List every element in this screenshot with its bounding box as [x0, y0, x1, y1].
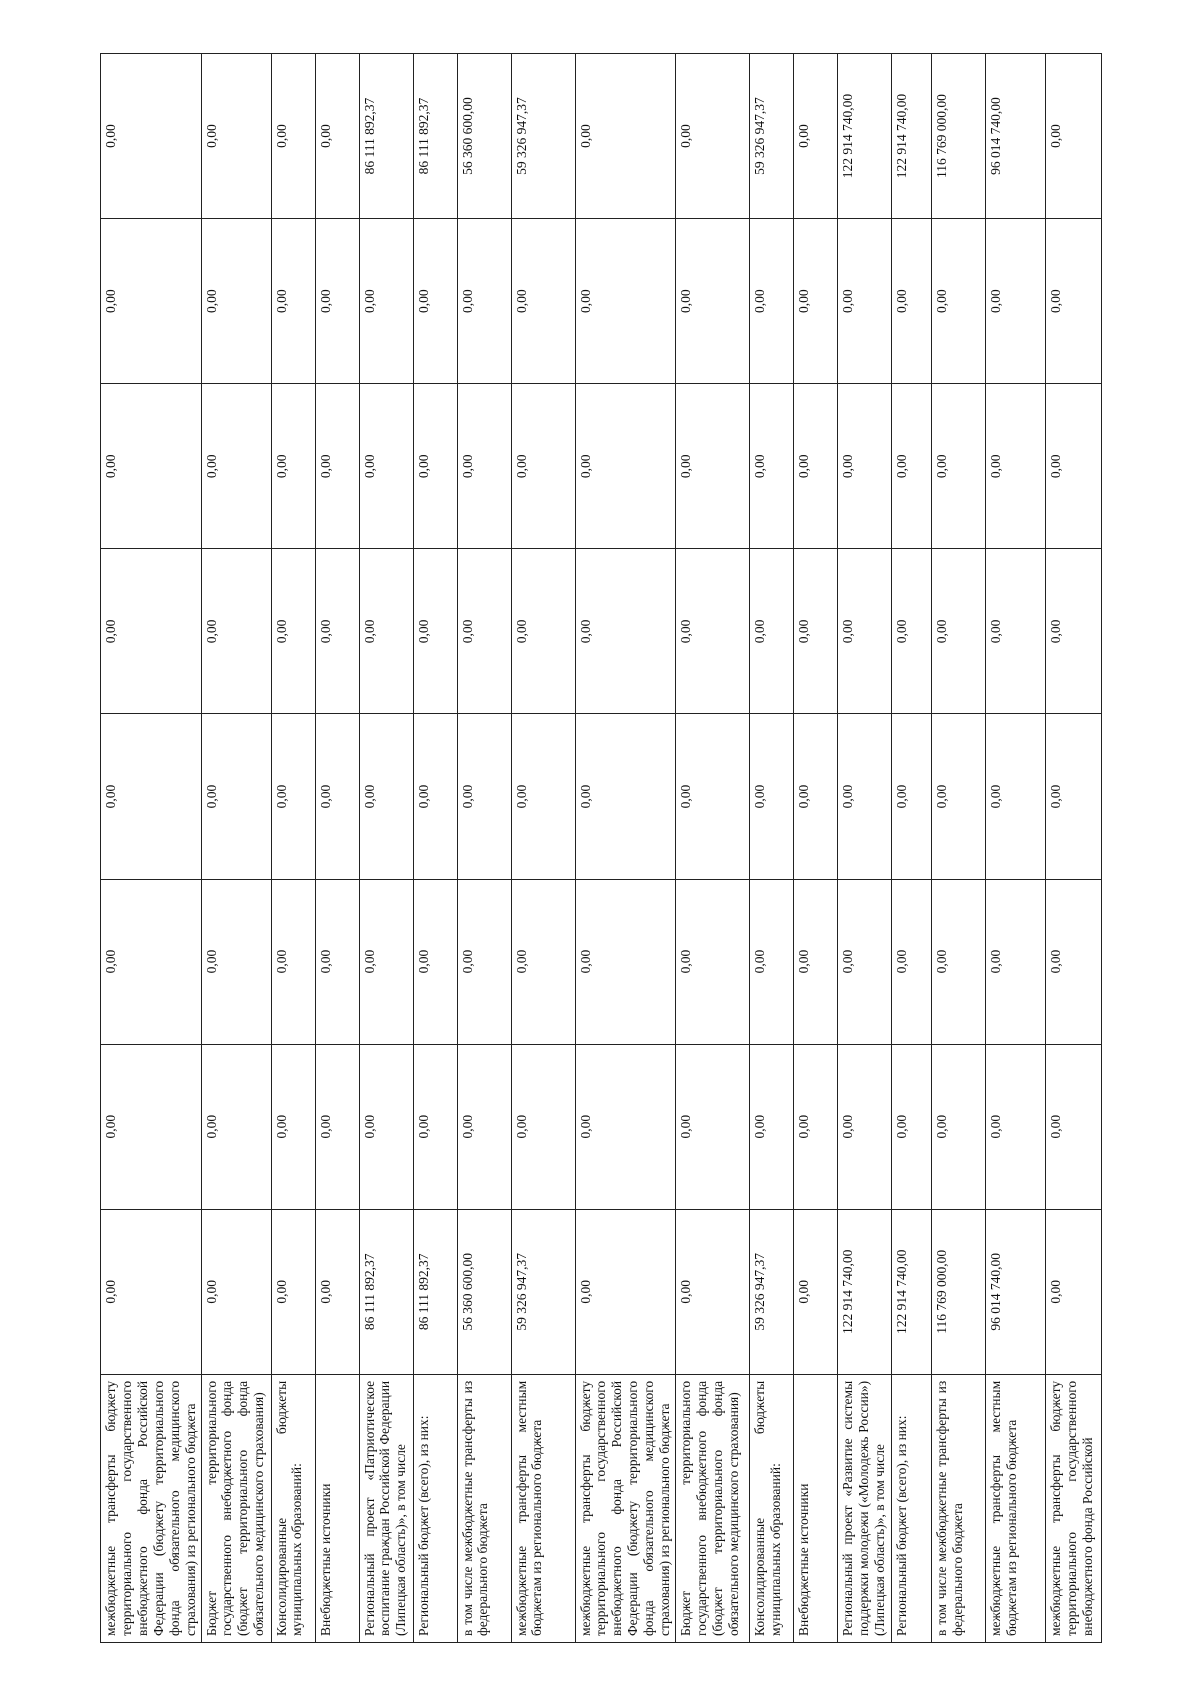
value-cell: 0,00: [315, 1209, 359, 1374]
value-cell: 86 111 892,37: [359, 1209, 413, 1374]
value-cell: 59 326 947,37: [750, 1209, 794, 1374]
value-cell: 0,00: [315, 1044, 359, 1209]
value-cell: 0,00: [575, 879, 676, 1044]
table-row: [101, 54, 202, 1643]
value-cell: 0,00: [676, 714, 750, 879]
value-cell: 0,00: [101, 879, 202, 1044]
row-label: межбюджетные трансферты местным бюджетам из регионального бюджета: [511, 1374, 575, 1642]
value-cell: 0,00: [413, 879, 457, 1044]
value-cell: 0,00: [315, 219, 359, 384]
value-cell: 122 914 740,00: [892, 54, 932, 219]
value-cell: 0,00: [575, 384, 676, 549]
table-row: [838, 54, 892, 1643]
value-cell: 0,00: [315, 54, 359, 219]
value-cell: 0,00: [271, 549, 315, 714]
value-cell: 0,00: [838, 549, 892, 714]
row-label: Региональный бюджет (всего), из них:: [892, 1374, 932, 1642]
value-cell: 0,00: [575, 1044, 676, 1209]
value-cell: 0,00: [271, 1209, 315, 1374]
row-label: Региональный проект «Патриотическое воспитание граждан Российской Федерации (Липецкая область)», в том числе: [359, 1374, 413, 1642]
value-cell: 0,00: [986, 549, 1046, 714]
value-cell: 0,00: [575, 219, 676, 384]
value-cell: 0,00: [892, 1044, 932, 1209]
value-cell: 0,00: [359, 1044, 413, 1209]
value-cell: 0,00: [201, 549, 271, 714]
value-cell: 0,00: [986, 879, 1046, 1044]
value-cell: 96 014 740,00: [986, 54, 1046, 219]
value-cell: 0,00: [201, 1044, 271, 1209]
value-cell: 0,00: [750, 714, 794, 879]
value-cell: 0,00: [457, 384, 511, 549]
row-label: межбюджетные трансферты бюджету территориального государственного внебюджетного фонда Российской Федерации (бюджету территориального фонда обязательного медицинского страхования) из регионального бюджета: [575, 1374, 676, 1642]
value-cell: 0,00: [201, 879, 271, 1044]
value-cell: 0,00: [359, 549, 413, 714]
value-cell: 0,00: [271, 384, 315, 549]
value-cell: 116 769 000,00: [932, 54, 986, 219]
value-cell: 0,00: [794, 384, 838, 549]
value-cell: 0,00: [1046, 1044, 1102, 1209]
value-cell: 0,00: [575, 54, 676, 219]
value-cell: 0,00: [201, 219, 271, 384]
value-cell: 0,00: [575, 714, 676, 879]
value-cell: 0,00: [201, 1209, 271, 1374]
value-cell: 0,00: [794, 219, 838, 384]
value-cell: 0,00: [838, 384, 892, 549]
value-cell: 0,00: [676, 219, 750, 384]
value-cell: 0,00: [676, 549, 750, 714]
value-cell: 0,00: [932, 879, 986, 1044]
value-cell: 0,00: [511, 219, 575, 384]
value-cell: 116 769 000,00: [932, 1209, 986, 1374]
value-cell: 0,00: [201, 714, 271, 879]
value-cell: 0,00: [838, 879, 892, 1044]
value-cell: 0,00: [1046, 714, 1102, 879]
value-cell: 0,00: [1046, 1209, 1102, 1374]
value-cell: 0,00: [676, 54, 750, 219]
value-cell: 0,00: [315, 714, 359, 879]
value-cell: 0,00: [676, 879, 750, 1044]
table-row: [932, 54, 986, 1643]
row-label: Бюджет территориального государственного внебюджетного фонда (бюджет территориального фонда обязательного медицинского страхования): [676, 1374, 750, 1642]
value-cell: 0,00: [838, 714, 892, 879]
value-cell: 0,00: [750, 1044, 794, 1209]
value-cell: 0,00: [101, 54, 202, 219]
value-cell: 0,00: [794, 54, 838, 219]
value-cell: 0,00: [101, 1209, 202, 1374]
value-cell: 0,00: [1046, 219, 1102, 384]
value-cell: 122 914 740,00: [838, 54, 892, 219]
value-cell: 0,00: [511, 384, 575, 549]
value-cell: 0,00: [457, 879, 511, 1044]
value-cell: 0,00: [359, 219, 413, 384]
value-cell: 0,00: [359, 714, 413, 879]
value-cell: 86 111 892,37: [413, 1209, 457, 1374]
value-cell: 0,00: [511, 549, 575, 714]
table-row: [271, 54, 315, 1643]
row-label: Внебюджетные источники: [315, 1374, 359, 1642]
value-cell: 0,00: [413, 1044, 457, 1209]
value-cell: 0,00: [101, 219, 202, 384]
value-cell: 0,00: [794, 1044, 838, 1209]
table-row: [892, 54, 932, 1643]
value-cell: 0,00: [101, 1044, 202, 1209]
value-cell: 0,00: [932, 384, 986, 549]
value-cell: 0,00: [413, 384, 457, 549]
value-cell: 0,00: [413, 714, 457, 879]
value-cell: 59 326 947,37: [511, 54, 575, 219]
value-cell: 0,00: [932, 549, 986, 714]
value-cell: 0,00: [838, 1044, 892, 1209]
value-cell: 0,00: [892, 714, 932, 879]
table-row: [575, 54, 676, 1643]
value-cell: 0,00: [676, 1209, 750, 1374]
value-cell: 0,00: [986, 219, 1046, 384]
value-cell: 0,00: [932, 1044, 986, 1209]
row-label: межбюджетные трансферты бюджету территориального государственного внебюджетного фонда Российской Федерации (бюджету территориального фонда обязательного медицинского страхования) из регионального бюджета: [101, 1374, 202, 1642]
value-cell: 86 111 892,37: [359, 54, 413, 219]
row-label: межбюджетные трансферты местным бюджетам из регионального бюджета: [986, 1374, 1046, 1642]
value-cell: 0,00: [315, 879, 359, 1044]
table-row: [986, 54, 1046, 1643]
value-cell: 96 014 740,00: [986, 1209, 1046, 1374]
table-row: [511, 54, 575, 1643]
value-cell: 0,00: [457, 219, 511, 384]
value-cell: 0,00: [794, 879, 838, 1044]
value-cell: 0,00: [575, 1209, 676, 1374]
value-cell: 0,00: [315, 549, 359, 714]
value-cell: 0,00: [1046, 384, 1102, 549]
row-label: Региональный проект «Развитие системы поддержки молодежи («Молодежь России») (Липецкая область)», в том числе: [838, 1374, 892, 1642]
value-cell: 0,00: [892, 549, 932, 714]
value-cell: 0,00: [359, 879, 413, 1044]
value-cell: 0,00: [271, 54, 315, 219]
value-cell: 0,00: [750, 879, 794, 1044]
value-cell: 86 111 892,37: [413, 54, 457, 219]
value-cell: 122 914 740,00: [892, 1209, 932, 1374]
value-cell: 0,00: [794, 549, 838, 714]
value-cell: 0,00: [794, 714, 838, 879]
row-label: Консолидированные бюджеты муниципальных образований:: [750, 1374, 794, 1642]
value-cell: 0,00: [794, 1209, 838, 1374]
value-cell: 0,00: [201, 384, 271, 549]
value-cell: 0,00: [101, 714, 202, 879]
value-cell: 59 326 947,37: [511, 1209, 575, 1374]
table-row: [676, 54, 750, 1643]
value-cell: 0,00: [271, 714, 315, 879]
value-cell: 0,00: [932, 219, 986, 384]
row-label: в том числе межбюджетные трансферты из федерального бюджета: [932, 1374, 986, 1642]
value-cell: 59 326 947,37: [750, 54, 794, 219]
value-cell: 0,00: [511, 879, 575, 1044]
value-cell: 0,00: [101, 384, 202, 549]
value-cell: 0,00: [413, 219, 457, 384]
table-row: [413, 54, 457, 1643]
value-cell: 0,00: [1046, 54, 1102, 219]
value-cell: 0,00: [457, 549, 511, 714]
table-row: [201, 54, 271, 1643]
value-cell: 56 360 600,00: [457, 54, 511, 219]
table-row: [457, 54, 511, 1643]
value-cell: 0,00: [676, 384, 750, 549]
value-cell: 0,00: [201, 54, 271, 219]
value-cell: 0,00: [892, 384, 932, 549]
table-row: [1046, 54, 1102, 1643]
value-cell: 0,00: [1046, 549, 1102, 714]
value-cell: 0,00: [676, 1044, 750, 1209]
table-row: [794, 54, 838, 1643]
row-label: Консолидированные бюджеты муниципальных образований:: [271, 1374, 315, 1642]
value-cell: 56 360 600,00: [457, 1209, 511, 1374]
value-cell: 0,00: [892, 879, 932, 1044]
table-row: [315, 54, 359, 1643]
row-label: в том числе межбюджетные трансферты из федерального бюджета: [457, 1374, 511, 1642]
value-cell: 0,00: [1046, 879, 1102, 1044]
value-cell: 0,00: [457, 714, 511, 879]
value-cell: 122 914 740,00: [838, 1209, 892, 1374]
table-row: [750, 54, 794, 1643]
value-cell: 0,00: [271, 1044, 315, 1209]
value-cell: 0,00: [750, 549, 794, 714]
value-cell: 0,00: [750, 219, 794, 384]
row-label: Бюджет территориального государственного внебюджетного фонда (бюджет территориального фонда обязательного медицинского страхования): [201, 1374, 271, 1642]
value-cell: 0,00: [511, 1044, 575, 1209]
value-cell: 0,00: [271, 219, 315, 384]
value-cell: 0,00: [315, 384, 359, 549]
value-cell: 0,00: [575, 549, 676, 714]
value-cell: 0,00: [838, 219, 892, 384]
value-cell: 0,00: [892, 219, 932, 384]
rotated-page: [100, 53, 1100, 1643]
row-label: межбюджетные трансферты бюджету территориального государственного внебюджетного фонда Российской: [1046, 1374, 1102, 1642]
value-cell: 0,00: [986, 384, 1046, 549]
value-cell: 0,00: [359, 384, 413, 549]
value-cell: 0,00: [457, 1044, 511, 1209]
row-label: Внебюджетные источники: [794, 1374, 838, 1642]
value-cell: 0,00: [271, 879, 315, 1044]
value-cell: 0,00: [932, 714, 986, 879]
value-cell: 0,00: [511, 714, 575, 879]
value-cell: 0,00: [986, 714, 1046, 879]
value-cell: 0,00: [986, 1044, 1046, 1209]
value-cell: 0,00: [750, 384, 794, 549]
budget-table: [100, 53, 1102, 1643]
value-cell: 0,00: [101, 549, 202, 714]
table-row: [359, 54, 413, 1643]
value-cell: 0,00: [413, 549, 457, 714]
row-label: Региональный бюджет (всего), из них:: [413, 1374, 457, 1642]
